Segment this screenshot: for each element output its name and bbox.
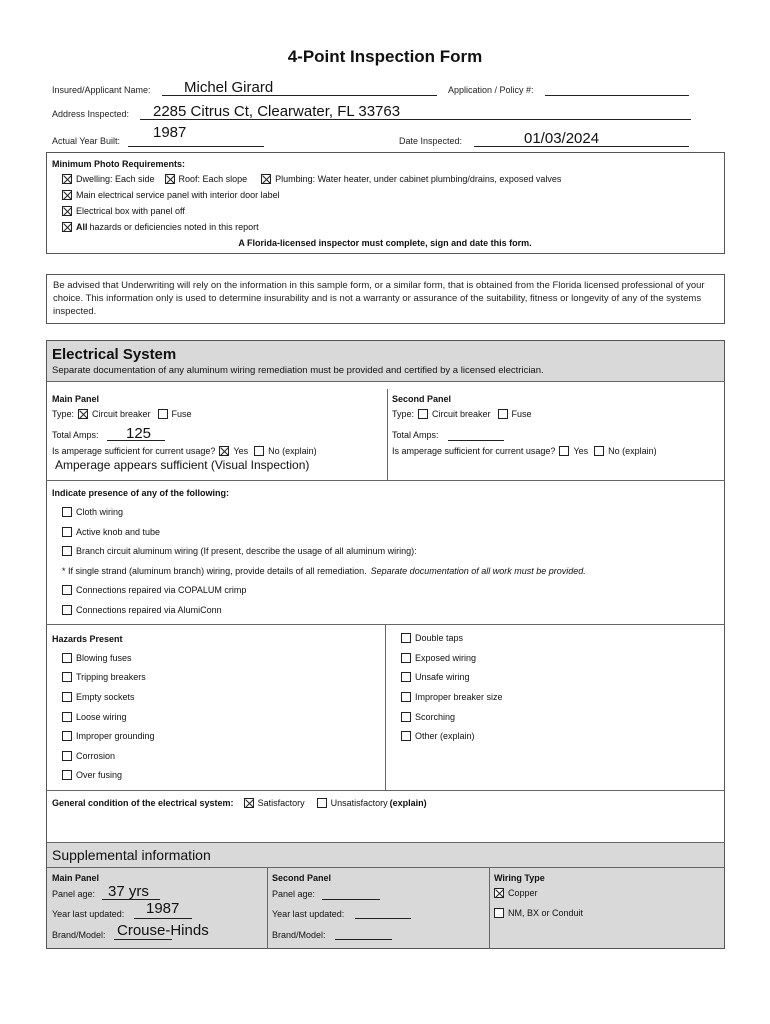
insured-label: Insured/Applicant Name:	[52, 85, 151, 95]
remediation-note	[62, 566, 586, 576]
hazard-label: Corrosion	[76, 751, 116, 761]
wiring-copper-row	[494, 888, 538, 898]
explain-label: (explain)	[389, 798, 427, 808]
divider	[46, 867, 725, 868]
second-circuit-breaker-label: Circuit breaker	[432, 409, 491, 419]
all-word: All	[76, 222, 88, 232]
main-sufficient-yes-checkbox[interactable]	[219, 446, 229, 456]
hazard-label: Improper grounding	[76, 731, 155, 741]
supp-second-heading: Second Panel	[272, 873, 332, 883]
plumbing-label: Plumbing: Water heater, under cabinet plumbing/drains, exposed valves	[275, 174, 562, 184]
photo-requirements-heading: Minimum Photo Requirements:	[52, 159, 186, 169]
year-built-line	[128, 146, 264, 147]
hazard-label: Unsafe wiring	[415, 672, 470, 682]
remediation-note-text: * If single strand (aluminum branch) wiring, provide details of all remediation.	[62, 566, 367, 576]
supp-main-age-field[interactable]: 37 yrs	[108, 883, 149, 900]
main-panel-type-row	[52, 409, 192, 419]
hazards-photo-label: hazards or deficiencies noted in this report	[89, 222, 259, 232]
aluminum-wiring-checkbox[interactable]	[62, 546, 72, 556]
supp-main-brand-line	[114, 939, 172, 940]
supp-main-updated-line	[134, 918, 192, 919]
main-panel-heading: Main Panel	[52, 394, 100, 404]
supp-main-updated-field[interactable]: 1987	[146, 900, 180, 917]
electrical-subheading: Separate documentation of any aluminum wiring remediation must be provided and certified by a licensed electrician.	[52, 365, 544, 376]
dwelling-label: Dwelling: Each side	[76, 174, 155, 184]
second-amps-field[interactable]	[448, 440, 504, 441]
presence-item	[62, 507, 123, 517]
cloth-wiring-label: Cloth wiring	[76, 507, 124, 517]
form-title: 4-Point Inspection Form	[287, 47, 483, 66]
second-sufficient-row	[392, 446, 657, 456]
second-fuse-label: Fuse	[511, 409, 532, 419]
photo-row-4	[62, 222, 259, 232]
insured-name-field[interactable]: Michel Girard	[184, 79, 274, 96]
hazard-item	[401, 731, 475, 741]
hazard-checkbox[interactable]	[62, 712, 72, 722]
second-sufficient-label: Is amperage sufficient for current usage?	[392, 446, 556, 456]
date-label: Date Inspected:	[399, 136, 463, 146]
hazard-item	[401, 672, 470, 682]
roof-checkbox[interactable]	[165, 174, 175, 184]
main-electrical-label: Main electrical service panel with interior door label	[76, 190, 280, 200]
main-circuit-breaker-checkbox[interactable]	[78, 409, 88, 419]
photo-row-2	[62, 190, 280, 200]
knob-tube-label: Active knob and tube	[76, 527, 161, 537]
copalum-checkbox[interactable]	[62, 585, 72, 595]
address-label: Address Inspected:	[52, 109, 130, 119]
hazard-label: Improper breaker size	[415, 692, 503, 702]
main-sufficient-label: Is amperage sufficient for current usage?	[52, 446, 216, 456]
supp-main-updated-label: Year last updated:	[52, 909, 125, 919]
year-built-field[interactable]: 1987	[153, 124, 187, 141]
hazard-checkbox[interactable]	[401, 731, 411, 741]
supp-divider-2	[489, 867, 490, 949]
copper-checkbox[interactable]	[494, 888, 504, 898]
electrical-box-checkbox[interactable]	[62, 206, 72, 216]
wiring-nm-row	[494, 908, 583, 918]
supp-second-updated-field[interactable]	[355, 918, 411, 919]
nm-bx-conduit-checkbox[interactable]	[494, 908, 504, 918]
unsatisfactory-label: Unsatisfactory	[330, 798, 388, 808]
hazard-label: Blowing fuses	[76, 653, 132, 663]
alumiconn-checkbox[interactable]	[62, 605, 72, 615]
hazard-label: Other (explain)	[415, 731, 475, 741]
hazard-checkbox[interactable]	[401, 672, 411, 682]
divider	[46, 790, 725, 791]
supp-second-age-label: Panel age:	[272, 889, 316, 899]
electrical-box-label: Electrical box with panel off	[76, 206, 185, 216]
unsatisfactory-checkbox[interactable]	[317, 798, 327, 808]
second-amps-label: Total Amps:	[392, 430, 439, 440]
hazard-checkbox[interactable]	[401, 692, 411, 702]
inspector-note: A Florida-licensed inspector must complete, sign and date this form.	[238, 238, 532, 248]
hazard-item	[401, 692, 503, 702]
electrical-heading: Electrical System	[52, 346, 177, 363]
photo-row-3	[62, 206, 185, 216]
hazards-heading: Hazards Present	[52, 634, 123, 644]
main-yes-label: Yes	[233, 446, 249, 456]
hazard-item	[401, 633, 463, 643]
year-built-label: Actual Year Built:	[52, 136, 121, 146]
wiring-type-heading: Wiring Type	[494, 873, 545, 883]
copalum-label: Connections repaired via COPALUM crimp	[76, 585, 247, 595]
hazard-label: Loose wiring	[76, 712, 127, 722]
general-condition-label: General condition of the electrical system:	[52, 798, 234, 808]
hazard-label: Over fusing	[76, 770, 123, 780]
main-sufficient-row	[52, 446, 317, 456]
hazard-item	[401, 712, 455, 722]
supp-second-brand-label: Brand/Model:	[272, 930, 326, 940]
nm-bx-conduit-label: NM, BX or Conduit	[508, 908, 584, 918]
hazard-label: Double taps	[415, 633, 464, 643]
hazard-checkbox[interactable]	[401, 712, 411, 722]
hazard-item	[62, 672, 146, 682]
alumiconn-label: Connections repaired via AlumiConn	[76, 605, 222, 615]
hazard-checkbox[interactable]	[62, 672, 72, 682]
hazard-label: Scorching	[415, 712, 456, 722]
main-fuse-checkbox[interactable]	[158, 409, 168, 419]
presence-item	[62, 605, 222, 615]
hazard-item	[62, 712, 127, 722]
main-no-label: No (explain)	[268, 446, 317, 456]
hazard-checkbox[interactable]	[62, 731, 72, 741]
date-field[interactable]: 01/03/2024	[524, 130, 600, 147]
main-amps-field[interactable]: 125	[126, 425, 152, 442]
supp-second-updated-label: Year last updated:	[272, 909, 345, 919]
roof-label: Roof: Each slope	[178, 174, 248, 184]
satisfactory-label: Satisfactory	[257, 798, 305, 808]
photo-row-1	[62, 174, 561, 184]
second-panel-heading: Second Panel	[392, 394, 452, 404]
knob-tube-checkbox[interactable]	[62, 527, 72, 537]
supp-main-age-label: Panel age:	[52, 889, 96, 899]
hazard-label: Empty sockets	[76, 692, 135, 702]
supplemental-heading: Supplemental information	[52, 847, 211, 863]
second-sufficient-no-checkbox[interactable]	[594, 446, 604, 456]
plumbing-checkbox[interactable]	[261, 174, 271, 184]
advisory-box: Be advised that Underwriting will rely on the information in this sample form, or a similar form, that is obtained from the Florida licensed professional of your choice. This information only is used to determine insurability and is not a warranty or assurance of the suitability, fitness or longevity of any of the systems inspected.	[46, 274, 725, 324]
aluminum-wiring-label: Branch circuit aluminum wiring (If present, describe the usage of all aluminum wiring):	[76, 546, 417, 556]
second-circuit-breaker-checkbox[interactable]	[418, 409, 428, 419]
main-sufficient-no-checkbox[interactable]	[254, 446, 264, 456]
dwelling-checkbox[interactable]	[62, 174, 72, 184]
divider	[46, 381, 725, 382]
cloth-wiring-checkbox[interactable]	[62, 507, 72, 517]
hazard-label: Tripping breakers	[76, 672, 146, 682]
panel-divider	[387, 389, 388, 480]
supp-main-brand-label: Brand/Model:	[52, 930, 106, 940]
hazard-checkbox[interactable]	[62, 770, 72, 780]
supp-second-age-field[interactable]	[322, 899, 380, 900]
hazard-item	[62, 653, 132, 663]
hazard-item	[62, 751, 115, 761]
divider	[46, 480, 725, 481]
main-circuit-breaker-label: Circuit breaker	[92, 409, 151, 419]
satisfactory-checkbox[interactable]	[244, 798, 254, 808]
main-fuse-label: Fuse	[171, 409, 192, 419]
main-type-label: Type:	[52, 409, 75, 419]
hazard-item	[62, 731, 155, 741]
supp-divider-1	[267, 867, 268, 949]
second-type-label: Type:	[392, 409, 415, 419]
address-field[interactable]: 2285 Citrus Ct, Clearwater, FL 33763	[153, 103, 401, 120]
second-panel-type-row	[392, 409, 532, 419]
main-explanation-field[interactable]: Amperage appears sufficient (Visual Inspection)	[55, 458, 310, 472]
hazard-checkbox[interactable]	[62, 692, 72, 702]
presence-item	[62, 585, 246, 595]
second-yes-label: Yes	[573, 446, 589, 456]
hazard-item	[62, 692, 135, 702]
supp-main-heading: Main Panel	[52, 873, 100, 883]
hazard-item	[62, 770, 122, 780]
hazards-photo-checkbox[interactable]	[62, 222, 72, 232]
general-condition-row	[52, 798, 427, 808]
hazard-checkbox[interactable]	[62, 751, 72, 761]
presence-item	[62, 546, 417, 556]
second-fuse-checkbox[interactable]	[498, 409, 508, 419]
second-no-label: No (explain)	[608, 446, 657, 456]
hazard-checkbox[interactable]	[401, 653, 411, 663]
hazard-item	[401, 653, 476, 663]
presence-heading: Indicate presence of any of the following:	[52, 488, 230, 498]
main-electrical-checkbox[interactable]	[62, 190, 72, 200]
hazards-divider	[385, 624, 386, 790]
policy-label: Application / Policy #:	[448, 85, 534, 95]
hazard-label: Exposed wiring	[415, 653, 477, 663]
supp-second-brand-field[interactable]	[335, 939, 392, 940]
second-sufficient-yes-checkbox[interactable]	[559, 446, 569, 456]
remediation-note-italic: Separate documentation of all work must be provided.	[370, 566, 586, 576]
supp-main-brand-field[interactable]: Crouse-Hinds	[117, 922, 209, 939]
presence-item	[62, 527, 160, 537]
hazard-checkbox[interactable]	[401, 633, 411, 643]
copper-label: Copper	[508, 888, 538, 898]
policy-number-field[interactable]	[545, 95, 689, 96]
hazard-checkbox[interactable]	[62, 653, 72, 663]
main-amps-label: Total Amps:	[52, 430, 99, 440]
